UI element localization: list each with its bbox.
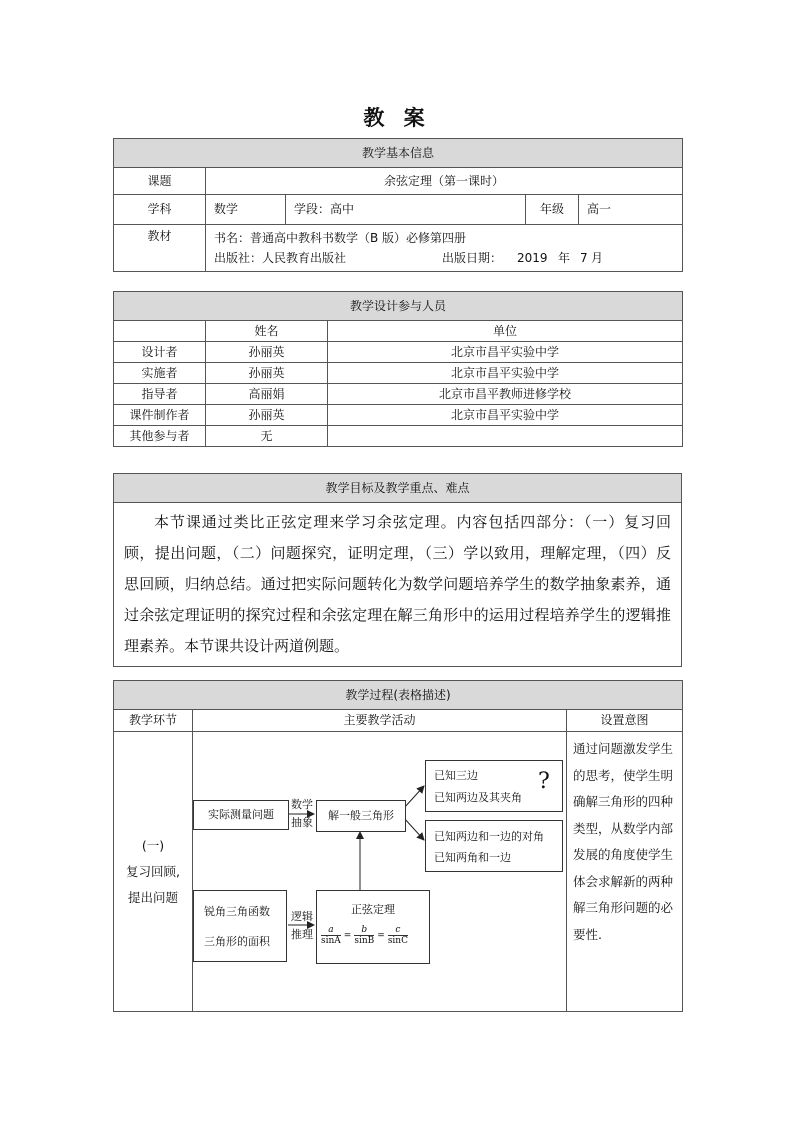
unit: 北京市昌平教师进修学校 <box>328 384 683 405</box>
publisher: 出版社：人民教育出版社 <box>214 251 347 265</box>
reasoning-label-1: 逻辑 <box>291 910 313 923</box>
numerator-c: c <box>388 925 408 936</box>
year-char: 年 <box>558 251 571 265</box>
practical-box: 实际测量问题 <box>193 800 289 830</box>
topic-value: 余弦定理（第一课时） <box>206 168 683 195</box>
subject-label: 学科 <box>114 195 206 225</box>
pub-year: 2019 <box>517 251 548 265</box>
denominator-c: sinC <box>387 936 408 946</box>
person-name: 孙丽英 <box>206 405 328 426</box>
fraction-a <box>321 925 341 946</box>
fraction-c <box>388 925 408 946</box>
role: 课件制作者 <box>114 405 206 426</box>
abstraction-label <box>291 796 313 832</box>
person-name: 高丽娟 <box>206 384 328 405</box>
stage-line-1: 复习回顾, <box>126 863 180 879</box>
sine-law-box <box>316 890 430 964</box>
reasoning-label-2: 推理 <box>291 928 313 941</box>
acute-trig: 锐角三角函数 <box>204 905 270 918</box>
unit: 北京市昌平实验中学 <box>328 363 683 384</box>
objectives-text: 本节课通过类比正弦定理来学习余弦定理。内容包括四部分：（一）复习回顾，提出问题，（二）问题探究，证明定理，（三）学以致用，理解定理，（四）反思回顾，归纳总结。通过把实际问题转化为数学问题培养学生的数学抽象素养，通过余弦定理证明的探究过程和余弦定理在解三角形中的运用过程培养学生的逻辑推理素养。本节课共设计两道例题。 <box>114 503 682 667</box>
arrow-to-cases-1 <box>404 786 424 808</box>
triangle-area: 三角形的面积 <box>204 935 270 948</box>
basic-info-header: 教学基本信息 <box>114 139 683 168</box>
prior-knowledge-box <box>193 890 287 962</box>
participants-header: 教学设计参与人员 <box>114 292 683 321</box>
reasoning-label <box>291 908 313 944</box>
role: 设计者 <box>114 342 206 363</box>
stage-line-2: 提出问题 <box>127 889 178 905</box>
sine-law-formula <box>321 925 408 946</box>
subject-value: 数学 <box>206 195 286 225</box>
unit: 北京市昌平实验中学 <box>328 405 683 426</box>
pub-month: 7 <box>580 251 588 265</box>
book-name: 书名：普通高中教科书数学（B 版）必修第四册 <box>214 231 467 245</box>
abstraction-label-2: 抽象 <box>291 816 313 829</box>
textbook-label: 教材 <box>114 225 206 272</box>
role: 指导者 <box>114 384 206 405</box>
grade-label: 年级 <box>526 195 579 225</box>
fraction-b <box>354 925 374 946</box>
case-4: 已知两角和一边 <box>434 851 511 864</box>
col-activity: 主要教学活动 <box>193 710 567 732</box>
role: 实施者 <box>114 363 206 384</box>
denominator-b: sinB <box>354 936 375 946</box>
stage-number: (一) <box>141 837 165 853</box>
stage-value: 学段：高中 <box>286 195 526 225</box>
sine-law-title: 正弦定理 <box>351 903 395 916</box>
grade-value: 高一 <box>579 195 683 225</box>
question-mark: ? <box>538 769 550 794</box>
denominator-a: sinA <box>321 936 341 946</box>
solve-box: 解一般三角形 <box>316 800 406 832</box>
month-char: 月 <box>591 251 604 265</box>
pub-date-label: 出版日期： <box>442 251 503 265</box>
topic-label: 课题 <box>114 168 206 195</box>
page-title: 教 案 <box>363 106 431 130</box>
case-2: 已知两边及其夹角 <box>434 791 522 804</box>
equals-2: = <box>377 930 385 941</box>
col-stage: 教学环节 <box>114 710 193 732</box>
numerator-a: a <box>321 925 341 936</box>
equals-1: = <box>343 930 352 941</box>
col-name: 姓名 <box>206 321 328 342</box>
col-intent: 设置意图 <box>567 710 683 732</box>
person-name: 孙丽英 <box>206 363 328 384</box>
arrow-to-cases-2 <box>404 818 424 840</box>
intent-text: 通过问题激发学生的思考，使学生明确解三角形的四种类型，从数学内部发展的角度使学生体会求解新的两种解三角形问题的必要性. <box>567 732 683 1012</box>
numerator-b: b <box>354 925 374 936</box>
col-unit: 单位 <box>328 321 683 342</box>
case-3: 已知两边和一边的对角 <box>434 830 544 843</box>
person-name: 孙丽英 <box>206 342 328 363</box>
process-header: 教学过程(表格描述) <box>114 681 683 710</box>
unit: 北京市昌平实验中学 <box>328 342 683 363</box>
person-name: 无 <box>206 426 328 447</box>
objectives-header: 教学目标及教学重点、难点 <box>114 474 682 503</box>
case-1: 已知三边 <box>434 769 478 782</box>
abstraction-label-1: 数学 <box>291 798 313 811</box>
cases-box-2 <box>425 820 563 872</box>
role: 其他参与者 <box>114 426 206 447</box>
cases-box-1 <box>425 760 563 812</box>
